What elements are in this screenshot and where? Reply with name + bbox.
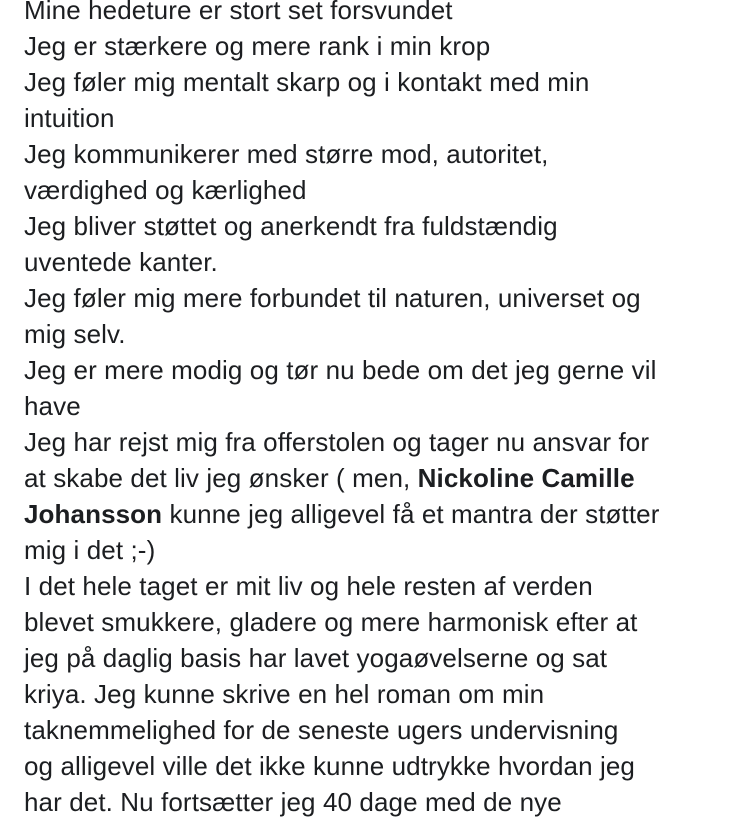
post-line: Jeg er mere modig og tør nu bede om det jeg gerne vil [24, 355, 657, 385]
mention-prefix-text: at skabe det liv jeg ønsker ( men, [24, 463, 418, 493]
mention-suffix-text: kunne jeg alligevel få et mantra der støtter [162, 499, 660, 529]
post-line: mig i det ;-) [24, 535, 156, 565]
user-mention-link[interactable]: Nickoline Camille [417, 463, 635, 493]
post-line: Jeg kommunikerer med større mod, autoritet, [24, 139, 549, 169]
post-line: kriya. Jeg kunne skrive en hel roman om min [24, 679, 545, 709]
post-line: Jeg er stærkere og mere rank i min krop [24, 31, 491, 61]
user-mention-link-continued[interactable]: Johansson [24, 499, 163, 529]
post-line: har det. Nu fortsætter jeg 40 dage med de nye [24, 787, 562, 817]
post-line: Jeg føler mig mere forbundet til naturen, universet og [24, 283, 641, 313]
post-line: uventede kanter. [24, 247, 218, 277]
post-line: Jeg bliver støttet og anerkendt fra fuldstændig [24, 211, 558, 241]
post-line: Mine hedeture er stort set forsvundet [24, 0, 453, 25]
post-line: mig selv. [24, 319, 126, 349]
post-body [24, 0, 736, 820]
post-line-with-mention [24, 460, 736, 496]
post-line: jeg på daglig basis har lavet yogaøvelserne og sat [24, 643, 608, 673]
post-line: værdighed og kærlighed [24, 175, 307, 205]
post-line: Jeg har rejst mig fra offerstolen og tager nu ansvar for [24, 427, 650, 457]
post-line: intuition [24, 103, 115, 133]
post-line: Jeg føler mig mentalt skarp og i kontakt med min [24, 67, 590, 97]
post-line: I det hele taget er mit liv og hele resten af verden [24, 571, 593, 601]
post-line: blevet smukkere, gladere og mere harmonisk efter at [24, 607, 638, 637]
post-line: have [24, 391, 81, 421]
post-line: taknemmelighed for de seneste ugers undervisning [24, 715, 619, 745]
post-line-with-mention [24, 496, 736, 532]
post-line: og alligevel ville det ikke kunne udtrykke hvordan jeg [24, 751, 635, 781]
